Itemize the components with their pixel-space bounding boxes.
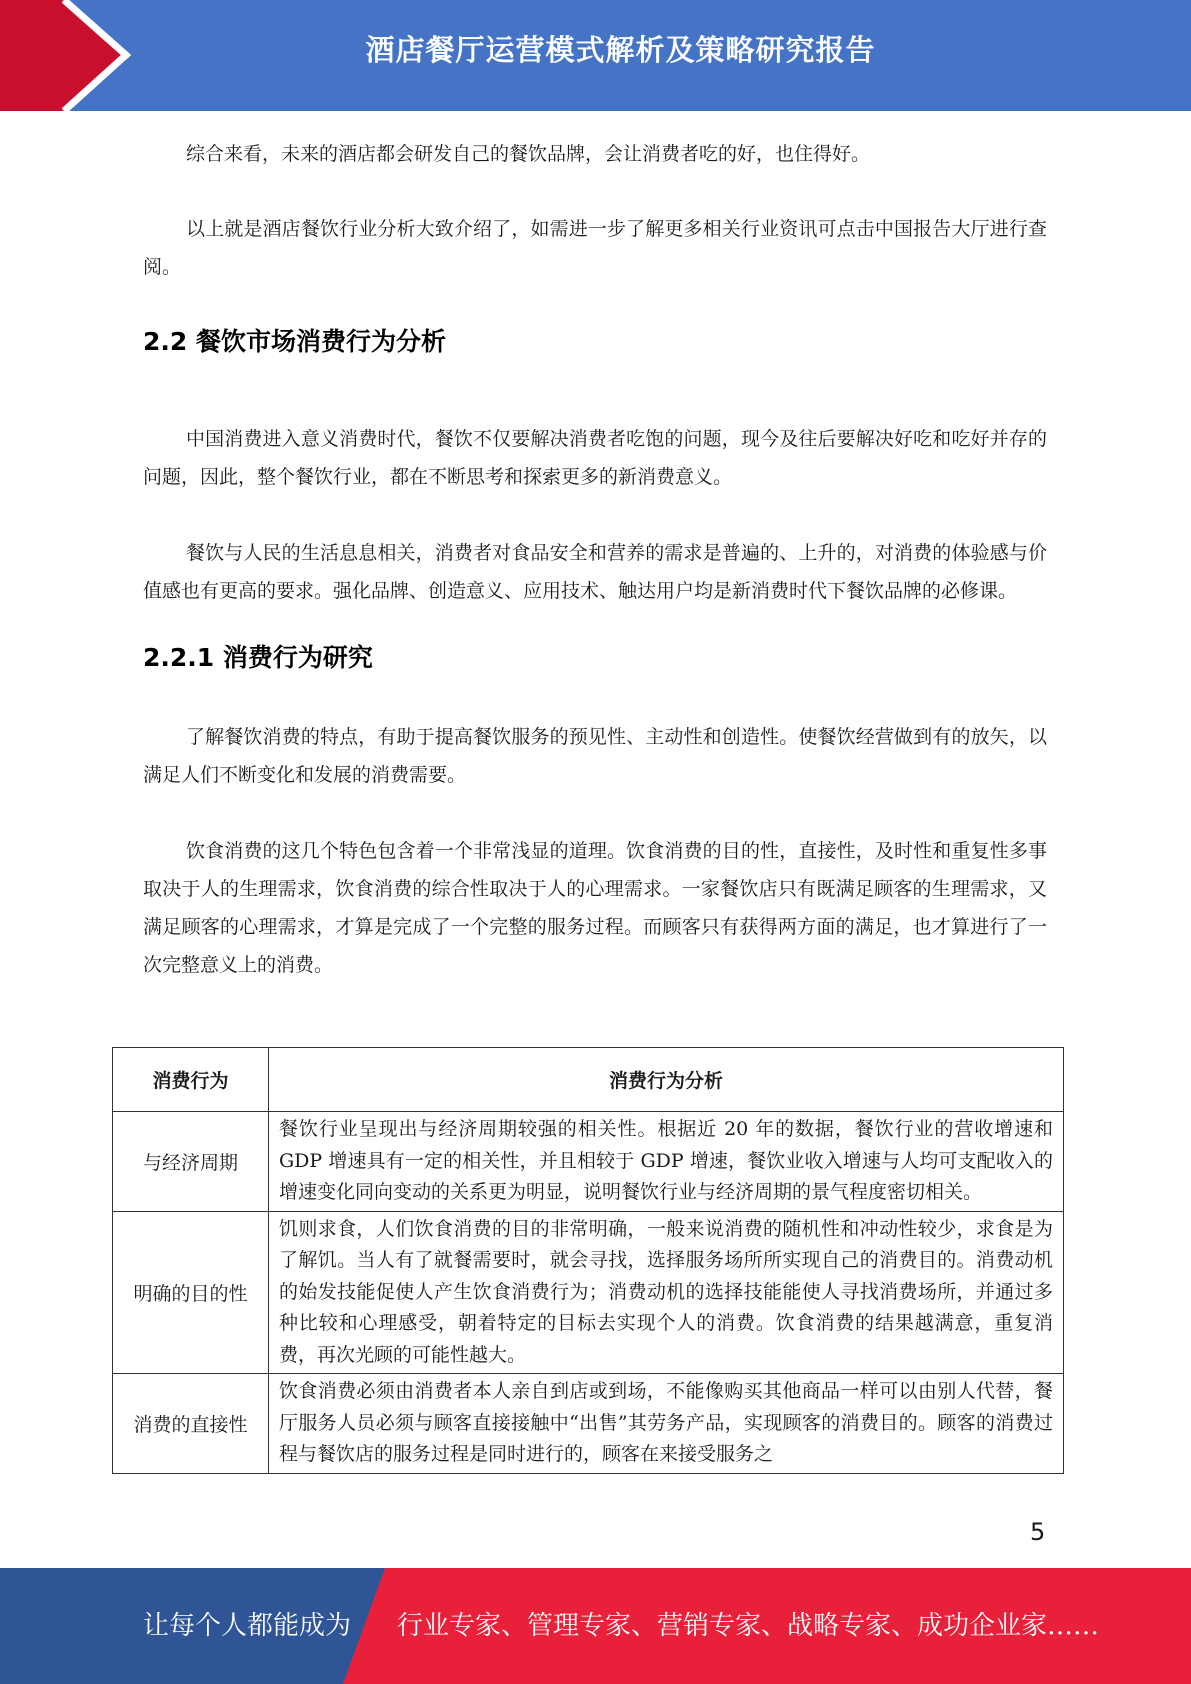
document-body: [143, 135, 1047, 984]
paragraph-summary: 综合来看，未来的酒店都会研发自己的餐饮品牌，会让消费者吃的好，也住得好。: [186, 143, 871, 165]
table-header-behavior: 消费行为: [113, 1048, 269, 1112]
table-row: [113, 1112, 1064, 1212]
section-heading-2-2: 2.2 餐饮市场消费行为分析: [143, 327, 446, 356]
table-row-text: 餐饮行业呈现出与经济周期较强的相关性。根据近 20 年的数据，餐饮行业的营收增速和 GDP 增速具有一定的相关性，并且相较于 GDP 增速，餐饮业收入增速与人均可支配收入的增速变化同向变动的关系更为明显，说明餐饮行业与经济周期的景气程度密切相关。: [269, 1112, 1064, 1212]
paragraph-consumption-features: 了解餐饮消费的特点，有助于提高餐饮服务的预见性、主动性和创造性。使餐饮经营做到有的放矢，以满足人们不断变化和发展的消费需要。: [143, 726, 1047, 786]
paragraph-consumer-needs: 餐饮与人民的生活息息相关，消费者对食品安全和营养的需求是普遍的、上升的，对消费的体验感与价值感也有更高的要求。强化品牌、创造意义、应用技术、触达用户均是新消费时代下餐饮品牌的必修课。: [143, 542, 1047, 602]
table-row-label: 与经济周期: [113, 1112, 269, 1212]
consumption-behavior-table: [112, 1047, 1064, 1474]
table-header-row: [113, 1048, 1064, 1112]
page-number: 5: [1030, 1518, 1046, 1546]
table-row-label: 明确的目的性: [113, 1211, 269, 1374]
header-title: 酒店餐厅运营模式解析及策略研究报告: [365, 33, 876, 67]
section-heading-2-2-1: 2.2.1 消费行为研究: [143, 643, 373, 672]
table-row: [113, 1211, 1064, 1374]
table-header-analysis: 消费行为分析: [269, 1048, 1064, 1112]
page-footer: [0, 1568, 1191, 1684]
footer-slogan-left: 让每个人都能成为: [143, 1611, 352, 1641]
table-row-text: 饮食消费必须由消费者本人亲自到店或到场，不能像购买其他商品一样可以由别人代替，餐厅服务人员必须与顾客直接接触中“出售”其劳务产品，实现顾客的消费目的。顾客的消费过程与餐饮店的服务过程是同时进行的，顾客在来接受服务之: [269, 1374, 1064, 1474]
paragraph-diet-consumption: 饮食消费的这几个特色包含着一个非常浅显的道理。饮食消费的目的性，直接性，及时性和重复性多事取决于人的生理需求，饮食消费的综合性取决于人的心理需求。一家餐饮店只有既满足顾客的生理需求，又满足顾客的心理需求，才算是完成了一个完整的服务过程。而顾客只有获得两方面的满足，也才算进行了一次完整意义上的消费。: [143, 840, 1047, 976]
paragraph-more-info: 以上就是酒店餐饮行业分析大致介绍了，如需进一步了解更多相关行业资讯可点击中国报告大厅进行查阅。: [143, 218, 1047, 278]
paragraph-consumption-era: 中国消费进入意义消费时代，餐饮不仅要解决消费者吃饱的问题，现今及往后要解决好吃和吃好并存的问题，因此，整个餐饮行业，都在不断思考和探索更多的新消费意义。: [143, 428, 1047, 488]
page-header: [0, 0, 1191, 111]
footer-slogan-right: 行业专家、管理专家、营销专家、战略专家、成功企业家……: [397, 1611, 1100, 1641]
table-row-text: 饥则求食，人们饮食消费的目的非常明确，一般来说消费的随机性和冲动性较少，求食是为了解饥。当人有了就餐需要时，就会寻找，选择服务场所所实现自己的消费目的。消费动机的始发技能促使人产生饮食消费行为；消费动机的选择技能能使人寻找消费场所，并通过多种比较和心理感受，朝着特定的目标去实现个人的消费。饮食消费的结果越满意，重复消费，再次光顾的可能性越大。: [269, 1211, 1064, 1374]
table-row: [113, 1374, 1064, 1474]
table-row-label: 消费的直接性: [113, 1374, 269, 1474]
